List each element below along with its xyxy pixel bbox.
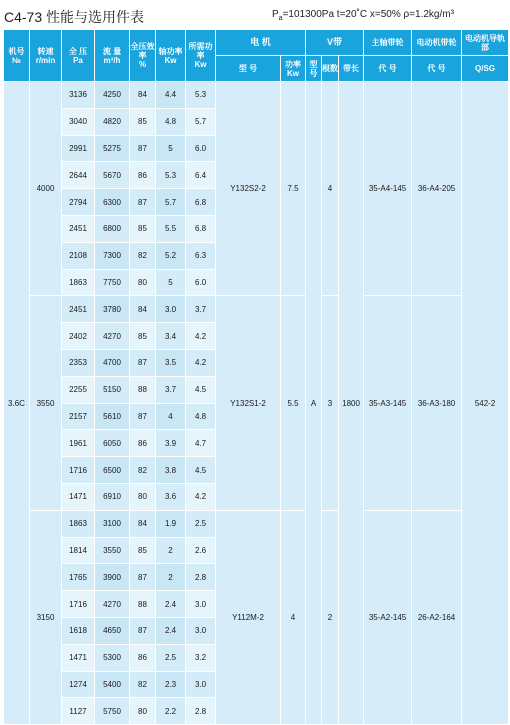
- vbelt-length-cell: 1800: [339, 82, 364, 725]
- required-power-cell: 2.8: [186, 698, 216, 725]
- speed-cell: 4000: [30, 82, 62, 296]
- flow-cell: 5670: [95, 162, 130, 189]
- header-motor-pulley: 电动机带轮: [412, 30, 462, 56]
- required-power-cell: 4.5: [186, 376, 216, 403]
- required-power-cell: 6.0: [186, 135, 216, 162]
- required-power-cell: 6.3: [186, 242, 216, 269]
- pressure-cell: 2451: [62, 296, 95, 323]
- efficiency-cell: 87: [130, 189, 156, 216]
- shaft-power-cell: 2.2: [156, 698, 186, 725]
- shaft-power-cell: 5.5: [156, 215, 186, 242]
- required-power-cell: 3.0: [186, 617, 216, 644]
- required-power-cell: 4.8: [186, 403, 216, 430]
- efficiency-cell: 85: [130, 323, 156, 350]
- efficiency-cell: 84: [130, 510, 156, 537]
- required-power-cell: 4.2: [186, 349, 216, 376]
- header-motor-model: 型 号: [216, 56, 281, 82]
- header-vbelt-model: 型号: [306, 56, 322, 82]
- header-speed-label: 转速: [37, 46, 54, 56]
- table-body: [4, 82, 509, 725]
- efficiency-cell: 82: [130, 242, 156, 269]
- required-power-cell: 4.2: [186, 483, 216, 510]
- pressure-cell: 3040: [62, 108, 95, 135]
- header-efficiency-unit: %: [138, 60, 147, 69]
- pressure-cell: 1274: [62, 671, 95, 698]
- required-power-cell: 6.0: [186, 269, 216, 296]
- required-power-cell: 2.8: [186, 564, 216, 591]
- efficiency-cell: 84: [130, 82, 156, 109]
- pressure-cell: 2644: [62, 162, 95, 189]
- header-speed-unit: r/min: [35, 55, 56, 65]
- header-flow-label: 流 量: [102, 46, 122, 56]
- efficiency-cell: 82: [130, 671, 156, 698]
- flow-cell: 5150: [95, 376, 130, 403]
- flow-cell: 4270: [95, 323, 130, 350]
- flow-cell: 5300: [95, 644, 130, 671]
- flow-cell: 6300: [95, 189, 130, 216]
- table-row: [4, 510, 509, 537]
- header-motor-pulley-code: 代 号: [412, 56, 462, 82]
- header-motor-power: 功率Kw: [281, 56, 306, 82]
- efficiency-cell: 80: [130, 483, 156, 510]
- pressure-cell: 1618: [62, 617, 95, 644]
- shaft-power-cell: 3.5: [156, 349, 186, 376]
- header-pressure-label: 全 压: [68, 46, 88, 56]
- required-power-cell: 6.8: [186, 215, 216, 242]
- shaft-power-cell: 1.9: [156, 510, 186, 537]
- machine-no-cell: 3.6C: [4, 82, 30, 725]
- pressure-cell: 1765: [62, 564, 95, 591]
- vbelt-count-cell: 2: [322, 510, 339, 724]
- shaft-power-cell: 3.8: [156, 457, 186, 484]
- title-bar: [4, 6, 508, 26]
- header-vbelt: V带: [306, 30, 364, 56]
- shaft-power-cell: 3.9: [156, 430, 186, 457]
- efficiency-cell: 87: [130, 564, 156, 591]
- efficiency-cell: 80: [130, 698, 156, 725]
- required-power-cell: 5.7: [186, 108, 216, 135]
- flow-cell: 7750: [95, 269, 130, 296]
- efficiency-cell: 86: [130, 430, 156, 457]
- header-pressure-unit: Pa: [73, 55, 83, 65]
- required-power-cell: 6.8: [186, 189, 216, 216]
- header-machine-no-unit: №: [12, 55, 21, 65]
- pressure-cell: 1471: [62, 644, 95, 671]
- header-required-power-label: 所需功率: [188, 42, 213, 60]
- pressure-cell: 2794: [62, 189, 95, 216]
- shaft-power-cell: 2: [156, 564, 186, 591]
- header-efficiency-label: 全压效率: [130, 42, 155, 60]
- header-motor-guide: 电动机导轨部: [462, 30, 509, 56]
- motor-power-cell: 5.5: [281, 296, 306, 510]
- header-motor: 电 机: [216, 30, 306, 56]
- shaft-power-cell: 5.3: [156, 162, 186, 189]
- header-shaft-power-unit: Kw: [164, 55, 177, 65]
- efficiency-cell: 80: [130, 269, 156, 296]
- efficiency-cell: 86: [130, 644, 156, 671]
- shaft-power-cell: 5.2: [156, 242, 186, 269]
- flow-cell: 5610: [95, 403, 130, 430]
- efficiency-cell: 84: [130, 296, 156, 323]
- flow-cell: 4700: [95, 349, 130, 376]
- shaft-power-cell: 3.0: [156, 296, 186, 323]
- header-main-pulley-code: 代 号: [364, 56, 412, 82]
- pressure-cell: 1814: [62, 537, 95, 564]
- motor-pulley-cell: 36-A3-180: [412, 296, 462, 510]
- flow-cell: 4250: [95, 82, 130, 109]
- flow-cell: 3550: [95, 537, 130, 564]
- page-title: C4-73 性能与选用件表: [4, 9, 145, 25]
- header-shaft-power-label: 轴功率: [158, 46, 183, 56]
- pressure-cell: 2157: [62, 403, 95, 430]
- required-power-cell: 2.5: [186, 510, 216, 537]
- shaft-power-cell: 3.7: [156, 376, 186, 403]
- vbelt-count-cell: 3: [322, 296, 339, 510]
- shaft-power-cell: 2: [156, 537, 186, 564]
- pressure-cell: 2991: [62, 135, 95, 162]
- header-main-pulley: 主轴带轮: [364, 30, 412, 56]
- shaft-power-cell: 3.6: [156, 483, 186, 510]
- shaft-power-cell: 4: [156, 403, 186, 430]
- pressure-symbol: P: [272, 9, 279, 20]
- flow-cell: 3780: [95, 296, 130, 323]
- efficiency-cell: 88: [130, 591, 156, 618]
- table-row: [4, 82, 509, 109]
- performance-table: [3, 29, 509, 725]
- flow-cell: 5275: [95, 135, 130, 162]
- shaft-power-cell: 5: [156, 269, 186, 296]
- pressure-cell: 2353: [62, 349, 95, 376]
- header-required-power-unit: Kw: [194, 60, 207, 69]
- pressure-subscript: a: [278, 15, 283, 22]
- test-conditions: [272, 9, 454, 22]
- main-pulley-cell: 35-A3-145: [364, 296, 412, 510]
- main-pulley-cell: 35-A2-145: [364, 510, 412, 724]
- required-power-cell: 3.0: [186, 671, 216, 698]
- shaft-power-cell: 2.3: [156, 671, 186, 698]
- required-power-cell: 3.0: [186, 591, 216, 618]
- speed-cell: 3150: [30, 510, 62, 724]
- vbelt-count-cell: 4: [322, 82, 339, 296]
- vbelt-model-cell: A: [306, 82, 322, 725]
- shaft-power-cell: 4.8: [156, 108, 186, 135]
- main-pulley-cell: 35-A4-145: [364, 82, 412, 296]
- flow-cell: 3100: [95, 510, 130, 537]
- efficiency-cell: 87: [130, 135, 156, 162]
- header-speed: [30, 30, 62, 82]
- pressure-cell: 2451: [62, 215, 95, 242]
- shaft-power-cell: 2.4: [156, 591, 186, 618]
- pressure-cell: 1471: [62, 483, 95, 510]
- speed-cell: 3550: [30, 296, 62, 510]
- flow-cell: 7300: [95, 242, 130, 269]
- header-vbelt-length: 带长: [339, 56, 364, 82]
- required-power-cell: 4.2: [186, 323, 216, 350]
- flow-cell: 6800: [95, 215, 130, 242]
- shaft-power-cell: 5: [156, 135, 186, 162]
- pressure-cell: 2255: [62, 376, 95, 403]
- efficiency-cell: 85: [130, 537, 156, 564]
- efficiency-cell: 85: [130, 215, 156, 242]
- required-power-cell: 4.7: [186, 430, 216, 457]
- required-power-cell: 3.2: [186, 644, 216, 671]
- required-power-cell: 2.6: [186, 537, 216, 564]
- conditions-text: =101300Pa t=20˚C x=50% ρ=1.2kg/m³: [282, 9, 454, 20]
- pressure-cell: 1863: [62, 510, 95, 537]
- flow-cell: 6500: [95, 457, 130, 484]
- flow-cell: 4650: [95, 617, 130, 644]
- table-header: [4, 30, 509, 82]
- shaft-power-cell: 4.4: [156, 82, 186, 109]
- motor-model-cell: Y112M-2: [216, 510, 281, 724]
- header-shaft-power: [156, 30, 186, 82]
- required-power-cell: 6.4: [186, 162, 216, 189]
- shaft-power-cell: 5.7: [156, 189, 186, 216]
- header-motor-guide-code: Q/SG: [462, 56, 509, 82]
- header-flow: [95, 30, 130, 82]
- header-required-power: [186, 30, 216, 82]
- motor-model-cell: Y132S2-2: [216, 82, 281, 296]
- header-machine-no: [4, 30, 30, 82]
- required-power-cell: 4.5: [186, 457, 216, 484]
- shaft-power-cell: 2.5: [156, 644, 186, 671]
- motor-power-cell: 4: [281, 510, 306, 724]
- flow-cell: 4820: [95, 108, 130, 135]
- header-vbelt-count: 根数: [322, 56, 339, 82]
- efficiency-cell: 87: [130, 403, 156, 430]
- flow-cell: 6050: [95, 430, 130, 457]
- efficiency-cell: 82: [130, 457, 156, 484]
- shaft-power-cell: 3.4: [156, 323, 186, 350]
- efficiency-cell: 86: [130, 162, 156, 189]
- header-machine-no-label: 机号: [8, 46, 25, 56]
- shaft-power-cell: 2.4: [156, 617, 186, 644]
- pressure-cell: 2108: [62, 242, 95, 269]
- flow-cell: 6910: [95, 483, 130, 510]
- pressure-cell: 1716: [62, 457, 95, 484]
- pressure-cell: 3136: [62, 82, 95, 109]
- required-power-cell: 5.3: [186, 82, 216, 109]
- efficiency-cell: 85: [130, 108, 156, 135]
- header-flow-unit: m³/h: [103, 55, 121, 65]
- header-efficiency: [130, 30, 156, 82]
- header-pressure: [62, 30, 95, 82]
- motor-guide-cell: 542-2: [462, 82, 509, 725]
- pressure-cell: 1863: [62, 269, 95, 296]
- motor-pulley-cell: 36-A4-205: [412, 82, 462, 296]
- efficiency-cell: 87: [130, 349, 156, 376]
- pressure-cell: 1961: [62, 430, 95, 457]
- flow-cell: 3900: [95, 564, 130, 591]
- motor-power-cell: 7.5: [281, 82, 306, 296]
- flow-cell: 4270: [95, 591, 130, 618]
- motor-pulley-cell: 26-A2-164: [412, 510, 462, 724]
- pressure-cell: 2402: [62, 323, 95, 350]
- flow-cell: 5400: [95, 671, 130, 698]
- required-power-cell: 3.7: [186, 296, 216, 323]
- motor-model-cell: Y132S1-2: [216, 296, 281, 510]
- pressure-cell: 1127: [62, 698, 95, 725]
- flow-cell: 5750: [95, 698, 130, 725]
- efficiency-cell: 87: [130, 617, 156, 644]
- table-row: [4, 296, 509, 323]
- pressure-cell: 1716: [62, 591, 95, 618]
- efficiency-cell: 88: [130, 376, 156, 403]
